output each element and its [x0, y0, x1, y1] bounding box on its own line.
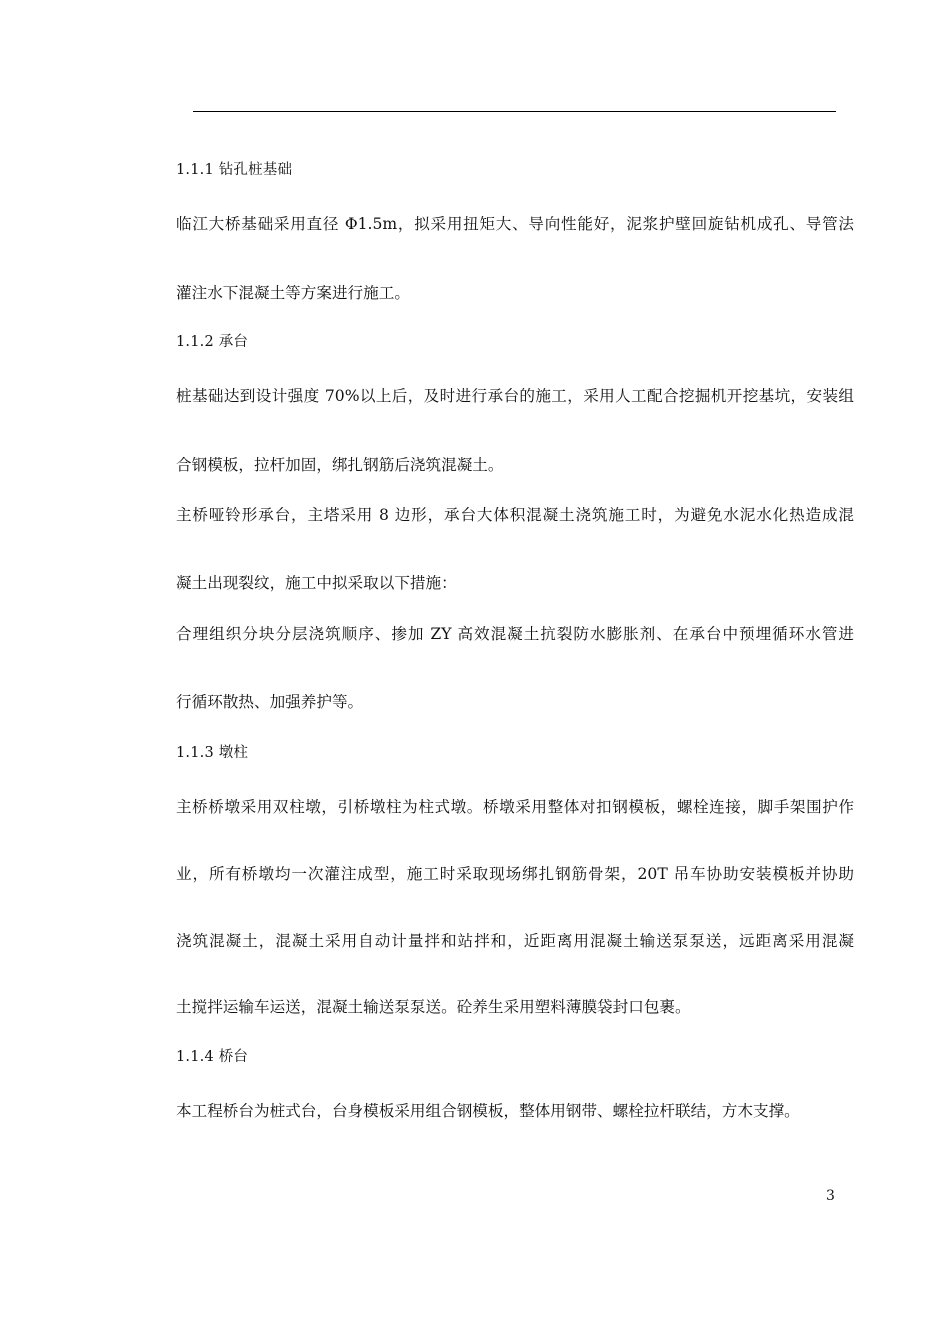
paragraph-line: 合钢模板，拉杆加固，绑扎钢筋后浇筑混凝土。: [176, 456, 504, 474]
paragraph-line: 行循环散热、加强养护等。: [176, 693, 364, 711]
paragraph-line: 土搅拌运输车运送，混凝土输送泵泵送。砼养生采用塑料薄膜袋封口包裹。: [176, 998, 691, 1016]
paragraph-line: 业，所有桥墩均一次灌注成型，施工时采取现场绑扎钢筋骨架，20T 吊车协助安装模板并协助: [176, 865, 854, 883]
paragraph-line: 主桥桥墩采用双柱墩，引桥墩柱为柱式墩。桥墩采用整体对扣钢模板，螺栓连接，脚手架围护作: [176, 798, 854, 816]
paragraph-line: 主桥哑铃形承台，主塔采用 8 边形，承台大体积混凝土浇筑施工时，为避免水泥水化热造成混: [176, 506, 854, 524]
paragraph-line: 桩基础达到设计强度 70%以上后，及时进行承台的施工，采用人工配合挖掘机开挖基坑，安装组: [176, 387, 854, 405]
paragraph-line: 灌注水下混凝土等方案进行施工。: [176, 284, 410, 302]
section-heading-1-1-2: 1.1.2 承台: [176, 334, 249, 350]
section-heading-1-1-4: 1.1.4 桥台: [176, 1049, 249, 1065]
paragraph-line: 合理组织分块分层浇筑顺序、掺加 ZY 高效混凝土抗裂防水膨胀剂、在承台中预埋循环水管进: [176, 625, 854, 643]
paragraph-line: 临江大桥基础采用直径 Φ1.5m，拟采用扭矩大、导向性能好，泥浆护壁回旋钻机成孔、导管法: [176, 215, 854, 233]
section-heading-1-1-1: 1.1.1 钻孔桩基础: [176, 162, 293, 178]
section-heading-1-1-3: 1.1.3 墩柱: [176, 745, 249, 761]
paragraph-line: 本工程桥台为桩式台，台身模板采用组合钢模板，整体用钢带、螺栓拉杆联结，方木支撑。: [176, 1102, 800, 1120]
page-number: 3: [826, 1188, 835, 1204]
paragraph-line: 凝土出现裂纹，施工中拟采取以下措施：: [176, 574, 457, 592]
header-rule: [193, 111, 836, 112]
paragraph-line: 浇筑混凝土，混凝土采用自动计量拌和站拌和，近距离用混凝土输送泵泵送，远距离采用混凝: [176, 932, 854, 950]
